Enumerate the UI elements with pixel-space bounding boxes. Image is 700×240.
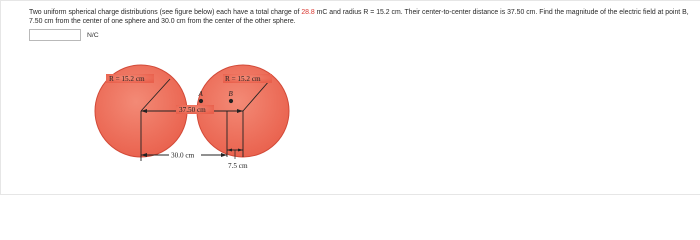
- center-distance-label: 37.50 cm: [179, 106, 206, 114]
- point-label: B: [682, 9, 687, 16]
- distance-30-label: 30.0 cm: [171, 151, 195, 160]
- point-a-label: A: [198, 90, 203, 98]
- question-text-part1: Two uniform spherical charge distributions (see figure below) each have a total charge of: [29, 9, 302, 16]
- answer-unit: N/C: [87, 31, 99, 39]
- point-a-dot: [199, 99, 203, 103]
- charge-value: 28.8: [301, 9, 315, 16]
- figure: [1, 1, 700, 195]
- radius-value: R = 15.2 cm: [363, 9, 401, 16]
- right-radius-label: R = 15.2 cm: [225, 75, 261, 83]
- distance-75-label: 7.5 cm: [228, 162, 248, 170]
- left-radius-label: R = 15.2 cm: [109, 75, 145, 83]
- question-text-part2: mC and radius: [314, 9, 364, 16]
- question-text-part3: . Their center-to-center distance is 37.50 cm. Find the magnitude of the electric field at point: [400, 9, 683, 16]
- question-text-part4: , 7.50 cm from the center of one sphere and 30.0 cm from the center of the other sphere.: [29, 9, 689, 25]
- point-b-dot: [229, 99, 233, 103]
- point-b-label: B: [228, 90, 233, 98]
